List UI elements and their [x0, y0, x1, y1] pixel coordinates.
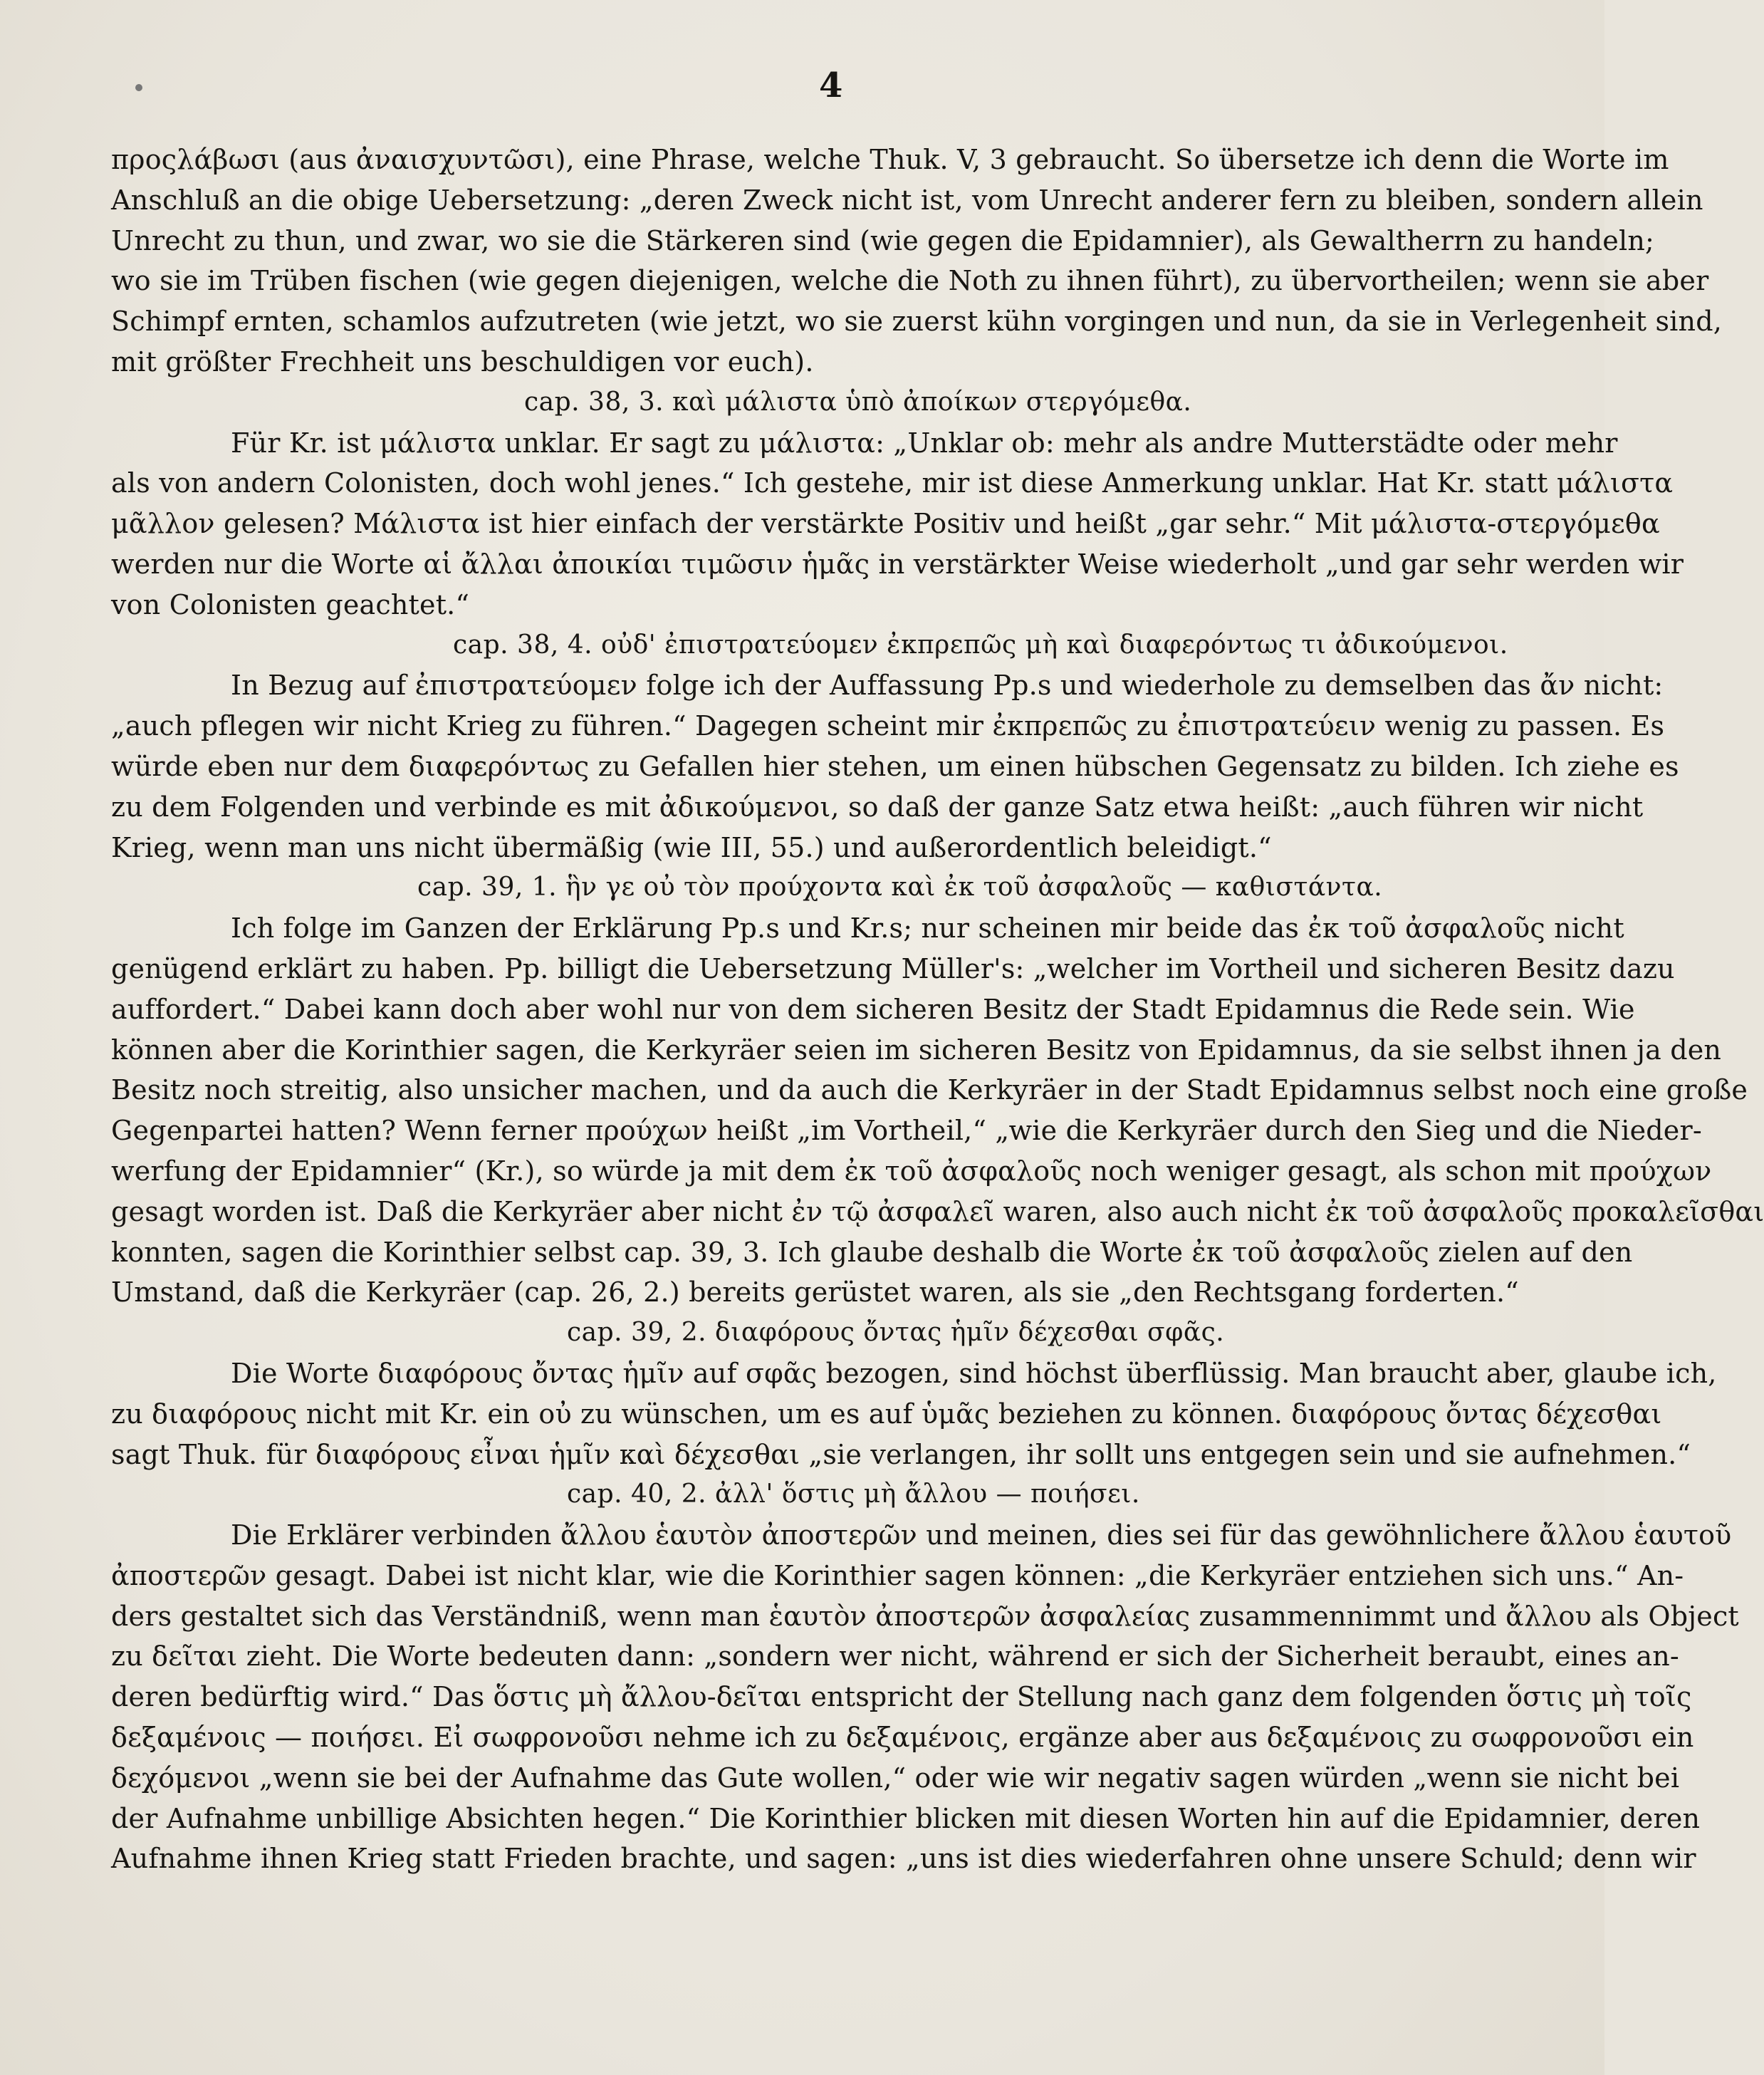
text-line: Schimpf ernten, schamlos aufzutreten (wie jetzt, wo sie zuerst kühn vorgingen und nun, da sie in Verlegenheit sind,: [111, 306, 1723, 338]
text-line: der Aufnahme unbillige Absichten hegen.“ Die Korinthier blicken mit diesen Worten hin auf die Epidamnier, deren: [111, 1802, 1701, 1834]
text-line: genügend erklärt zu haben. Pp. billigt die Uebersetzung Müller's: „welcher im Vortheil und sicheren Besitz dazu: [111, 952, 1675, 984]
text-line: als von andern Colonisten, doch wohl jenes.“ Ich gestehe, mir ist diese Anmerkung unklar. Hat Kr. statt μάλιστα: [111, 467, 1674, 499]
text-line: von Colonisten geachtet.“: [111, 588, 470, 620]
page-body: [111, 140, 1764, 1879]
text-line: Umstand, daß die Kerkyräer (cap. 26, 2.) bereits gerüstet waren, als sie „den Rechtsgang forderten.“: [111, 1276, 1519, 1309]
ink-speck: [135, 84, 142, 91]
text-line: „auch pflegen wir nicht Krieg zu führen.“ Dagegen scheint mir ἐκπρεπῶς zu ἐπιστρατεύειν wenig zu passen. Es: [111, 710, 1665, 742]
text-line: können aber die Korinthier sagen, die Kerkyräer seien im sicheren Besitz von Epidamnus, da sie selbst ihnen ja den: [111, 1034, 1722, 1066]
text-line: Gegenpartei hatten? Wenn ferner προύχων heißt „im Vortheil,“ „wie die Kerkyräer durch den Sieg und die Nieder-: [111, 1115, 1702, 1147]
text-line: deren bedürftig wird.“ Das ὅστις μὴ ἄλλου-δεῖται entspricht der Stellung nach ganz dem folgenden ὅστις μὴ τοῖς: [111, 1681, 1692, 1713]
section-heading: cap. 38, 4. οὐδ' ἐπιστρατεύομεν ἐκπρεπῶς μὴ καὶ διαφερόντως τι ἀδικούμενοι.: [453, 630, 1508, 660]
text-line: wo sie im Trüben fischen (wie gegen diejenigen, welche die Noth zu ihnen führt), zu übervortheilen; wenn sie aber: [111, 265, 1709, 297]
text-line: ders gestaltet sich das Verständniß, wenn man ἑαυτὸν ἀποστερῶν ἀσφαλείας zusammennimmt und ἄλλου als Object: [111, 1600, 1739, 1632]
text-line: zu διαφόρους nicht mit Kr. ein οὐ zu wünschen, um es auf ὑμᾶς beziehen zu können. διαφόρους ὄντας δέχεσθαι: [111, 1398, 1662, 1430]
section-heading: cap. 39, 2. διαφόρους ὄντας ἡμῖν δέχεσθαι σφᾶς.: [567, 1318, 1225, 1348]
section-heading: cap. 39, 1. ἣν γε οὐ τὸν προύχοντα καὶ ἐκ τοῦ ἀσφαλοῦς — καθιστάντα.: [417, 873, 1383, 903]
text-line: Aufnahme ihnen Krieg statt Frieden brachte, und sagen: „uns ist dies wiederfahren ohne unsere Schuld; denn wir: [111, 1843, 1696, 1875]
page-number: 4: [819, 66, 843, 105]
text-line: δεξαμένοις — ποιήσει. Εἰ σωφρονοῦσι nehme ich zu δεξαμένοις, ergänze aber aus δεξαμένοις zu σωφρονοῦσι ein: [111, 1722, 1694, 1754]
text-line: werden nur die Worte αἱ ἄλλαι ἀποικίαι τιμῶσιν ἡμᾶς in verstärkter Weise wiederholt „und gar sehr werden wir: [111, 548, 1684, 580]
section-heading: cap. 40, 2. ἀλλ' ὅστις μὴ ἄλλου — ποιήσει.: [567, 1479, 1140, 1509]
text-line: Besitz noch streitig, also unsicher machen, und da auch die Kerkyräer in der Stadt Epidamnus selbst noch eine große: [111, 1074, 1748, 1106]
text-line: Krieg, wenn man uns nicht übermäßig (wie III, 55.) und außerordentlich beleidigt.“: [111, 831, 1272, 863]
text-line: Die Worte διαφόρους ὄντας ἡμῖν auf σφᾶς bezogen, sind höchst überflüssig. Man braucht aber, glaube ich,: [231, 1357, 1717, 1389]
text-line: Ich folge im Ganzen der Erklärung Pp.s und Kr.s; nur scheinen mir beide das ἐκ τοῦ ἀσφαλοῦς nicht: [231, 912, 1624, 945]
text-line: μᾶλλον gelesen? Μάλιστα ist hier einfach der verstärkte Positiv und heißt „gar sehr.“ Mit μάλιστα-στεργόμεθα: [111, 508, 1660, 540]
text-line: προςλάβωσι (aus ἀναισχυντῶσι), eine Phrase, welche Thuk. V, 3 gebraucht. So übersetze ich denn die Worte im: [111, 144, 1669, 175]
text-line: Die Erklärer verbinden ἄλλου ἑαυτὸν ἀποστερῶν und meinen, dies sei für das gewöhnlichere ἄλλου ἑαυτοῦ: [231, 1519, 1732, 1551]
text-line: Für Kr. ist μάλιστα unklar. Er sagt zu μάλιστα: „Unklar ob: mehr als andre Mutterstädte oder mehr: [231, 427, 1618, 459]
text-line: zu δεῖται zieht. Die Worte bedeuten dann: „sondern wer nicht, während er sich der Sicherheit beraubt, eines an-: [111, 1640, 1679, 1673]
text-line: würde eben nur dem διαφερόντως zu Gefallen hier stehen, um einen hübschen Gegensatz zu bilden. Ich ziehe es: [111, 750, 1679, 782]
text-line: zu dem Folgenden und verbinde es mit ἀδικούμενοι, so daß der ganze Satz etwa heißt: „auch führen wir nicht: [111, 791, 1644, 823]
section-heading: cap. 38, 3. καὶ μάλιστα ὑπὸ ἀποίκων στεργόμεθα.: [524, 387, 1192, 417]
text-line: δεχόμενοι „wenn sie bei der Aufnahme das Gute wollen,“ oder wie wir negativ sagen würden „wenn sie nicht bei: [111, 1762, 1680, 1794]
text-line: Anschluß an die obige Uebersetzung: „deren Zweck nicht ist, vom Unrecht anderer fern zu bleiben, sondern allein: [111, 184, 1703, 216]
text-line: auffordert.“ Dabei kann doch aber wohl nur von dem sicheren Besitz der Stadt Epidamnus die Rede sein. Wie: [111, 993, 1635, 1025]
text-line: In Bezug auf ἐπιστρατεύομεν folge ich der Auffassung Pp.s und wiederhole zu demselben das ἄν nicht:: [231, 670, 1664, 702]
text-line: konnten, sagen die Korinthier selbst cap. 39, 3. Ich glaube deshalb die Worte ἐκ τοῦ ἀσφαλοῦς zielen auf den: [111, 1236, 1633, 1268]
text-line: Unrecht zu thun, und zwar, wo sie die Stärkeren sind (wie gegen die Epidamnier), als Gewaltherrn zu handeln;: [111, 224, 1655, 256]
text-line: mit größter Frechheit uns beschuldigen vor euch).: [111, 345, 814, 378]
text-line: sagt Thuk. für διαφόρους εἶναι ἡμῖν καὶ δέχεσθαι „sie verlangen, ihr sollt uns entgegen sein und sie aufnehmen.“: [111, 1438, 1691, 1470]
text-line: gesagt worden ist. Daß die Kerkyräer aber nicht ἐν τῷ ἀσφαλεῖ waren, also auch nicht ἐκ τοῦ ἀσφαλοῦς προκαλεῖσθαι: [111, 1195, 1764, 1227]
text-line: ἀποστερῶν gesagt. Dabei ist nicht klar, wie die Korinthier sagen können: „die Kerkyräer entziehen sich uns.“ An-: [111, 1559, 1684, 1591]
text-line: werfung der Epidamnier“ (Kr.), so würde ja mit dem ἐκ τοῦ ἀσφαλοῦς noch weniger gesagt, als schon mit προύχων: [111, 1155, 1712, 1187]
